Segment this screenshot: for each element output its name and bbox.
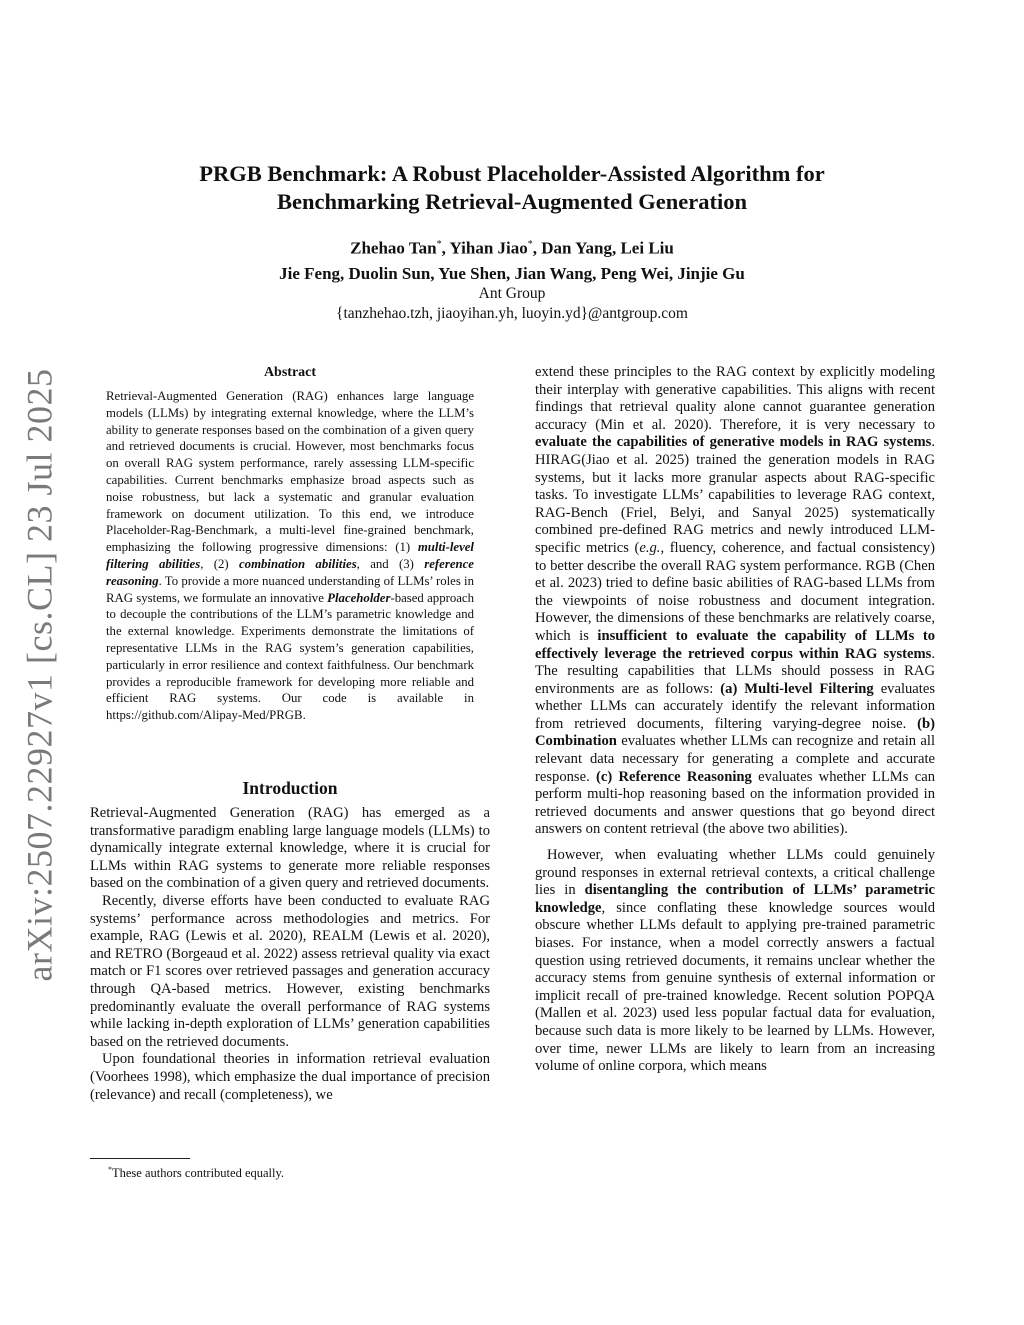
title-line-1: PRGB Benchmark: A Robust Placeholder-Assisted Algorithm for (199, 161, 825, 186)
abstract-heading: Abstract (263, 365, 317, 380)
author-name: Yihan Jiao (449, 238, 528, 258)
authors-line-1: Zhehao Tan*, Yihan Jiao*, Dan Yang, Lei Liu (350, 238, 674, 258)
author-name: Dan Yang (541, 238, 612, 258)
body-text: . HIRAG(Jiao et al. 2025) trained the generation models in RAG systems, but it lacks more granular aspects about RAG-specific tasks. To investigate LLMs’ capabilities to leverage RAG context, RAG-Bench (Friel, Belyi, and Sanyal 2025) systematically combined pre-defined RAG metrics and newly introduced LLM-specific metrics ( (535, 434, 935, 556)
body-bold: (b) Combination (535, 715, 935, 750)
body-text: evaluates whether LLMs can perform multi-hop reasoning based on the information provided in retrieved documents and answer questions that go beyond direct answers on content retrieval (the above two abilities). (535, 768, 936, 838)
equal-contribution-mark: * (527, 239, 533, 250)
abstract-text: , and (3) (356, 556, 425, 571)
footnote (108, 1162, 488, 1181)
abstract-text: Retrieval-Augmented Generation (RAG) enhances large language models (LLMs) by integrating external knowledge, where the LLM’s ability to generate responses based on the combination of a given query and retrieved documents is crucial. However, most benchmarks focus on overall RAG system performance, rarely assessing LLM-specific capabilities. Current benchmarks emphasize broad aspects such as noise robustness, but lack a systematic and granular evaluation framework on document utilization. To this end, we introduce Placeholder-Rag-Benchmark, a multi-level fine-grained benchmark, emphasizing the following progressive dimensions: (1) (106, 389, 474, 555)
body-paragraph (535, 847, 935, 1076)
body-text: However, when evaluating whether LLMs could genuinely ground responses in external retrieval contexts, a critical challenge lies in (535, 847, 935, 899)
body-italic: e.g. (639, 539, 661, 556)
author-name: Zhehao Tan (350, 238, 437, 258)
paper-title (120, 160, 904, 216)
arxiv-identifier-text: arXiv:2507.22927v1 [cs.CL] 23 Jul 2025 (19, 368, 60, 982)
abstract-emphasis: Placeholder (327, 590, 391, 605)
introduction-paragraph: Recently, diverse efforts have been conducted to evaluate RAG systems’ performance across methodologies and metrics. For example, RAG (Lewis et al. 2020), REALM (Lewis et al. 2020), and RETRO (Borgeaud et al. 2022) assess retrieval quality via exact match or F1 scores over retrieved passages and generation accuracy through QA-based metrics. However, existing benchmarks predominantly evaluate the overall performance of RAG systems while lacking in-depth exploration of LLMs’ generation capabilities based on the retrieved documents. (90, 892, 490, 1050)
equal-contribution-mark: * (436, 239, 442, 250)
body-paragraph (535, 364, 935, 839)
body-bold: (a) Multi-level Filtering (720, 680, 874, 697)
affiliation: Ant Group (478, 285, 546, 302)
authors-line-2: Jie Feng, Duolin Sun, Yue Shen, Jian Wang, Peng Wei, Jinjie Gu (279, 263, 745, 283)
author-name: Lei Liu (620, 238, 674, 258)
footnote-rule (90, 1158, 190, 1159)
abstract-emphasis: combination abilities (238, 556, 357, 571)
body-bold: evaluate the capabilities of generative models in RAG systems (535, 434, 932, 451)
body-text: , fluency, coherence, and factual consistency) to better describe the overall RAG system performance. RGB (Chen et al. 2023) tried to define basic abilities of RAG-based LLMs from the viewpoints of noise robustness and document integration. However, the dimensions of these benchmarks are relatively coarse, which is (535, 539, 935, 644)
title-line-2: Benchmarking Retrieval-Augmented Generation (277, 189, 747, 214)
right-column-body (535, 364, 935, 1076)
abstract-text: , (2) (200, 556, 239, 571)
footnote-mark: * (108, 1165, 112, 1174)
body-text: . The resulting capabilities that LLMs should possess in RAG environments are as follows: (535, 645, 935, 697)
body-text: evaluates whether LLMs can accurately identify the relevant information from retrieved documents, filtering varying-degree noise. (535, 680, 936, 732)
body-text: extend these principles to the RAG context by explicitly modeling their interplay with generative capabilities. This aligns with recent findings that retrieval quality alone cannot guarantee generation accuracy (Min et al. 2020). Therefore, it is very necessary to (535, 364, 935, 433)
body-bold: insufficient to evaluate the capability of LLMs to effectively leverage the retrieved corpus within RAG systems (535, 627, 935, 662)
author-list (120, 232, 904, 286)
author-emails: {tanzhehao.tzh, jiaoyihan.yh, luoyin.yd}@antgroup.com (336, 305, 688, 322)
arxiv-identifier-sidebar (8, 368, 70, 982)
abstract-emphasis: reference reasoning (106, 556, 474, 588)
introduction-body (90, 805, 490, 1104)
body-text: evaluates whether LLMs can recognize and retain all relevant data necessary for generating a complete and accurate response. (535, 733, 935, 785)
introduction-paragraph: Retrieval-Augmented Generation (RAG) has emerged as a transformative paradigm enabling large language models (LLMs) to dynamically integrate external knowledge, where it is crucial for LLMs within RAG systems to generate more reliable responses based on the combination of a given query and retrieved documents. (90, 805, 490, 892)
abstract-emphasis: multi-level filtering abilities (106, 540, 474, 571)
footnote-text: These authors contributed equally. (112, 1166, 285, 1181)
body-text: , since conflating these knowledge sources would obscure whether LLMs default to applying pre-trained parametric biases. For instance, when a model correctly answers a factual question using retrieved documents, it remains unclear whether the accuracy stems from genuine synthesis of external information or implicit recall of pre-trained knowledge. Recent solution POPQA (Mallen et al. 2023) used less popular factual data for evaluation, because such data is more likely to be learned by LLMs. However, over time, newer LLMs are likely to learn from an increasing volume of online corpora, which means (535, 899, 935, 1075)
abstract-text: . To provide a more nuanced understanding of LLMs’ roles in RAG systems, we formulate an innovative (106, 573, 474, 605)
abstract-text: -based approach to decouple the contributions of the LLM’s parametric knowledge and the external knowledge. Experiments demonstrate the limitations of representative LLMs in the RAG system’s generation capabilities, particularly in error resilience and context faithfulness. Our benchmark provides a reproducible framework for developing more reliable and efficient RAG systems. Our code is available in https://github.com/Alipay-Med/PRGB. (106, 590, 475, 723)
affiliation-block (120, 284, 904, 324)
body-bold: disentangling the contribution of LLMs’ parametric knowledge (535, 882, 935, 916)
introduction-heading: Introduction (242, 778, 338, 798)
introduction-paragraph: Upon foundational theories in information retrieval evaluation (Voorhees 1998), which emphasize the dual importance of precision (relevance) and recall (completeness), we (90, 1051, 490, 1103)
abstract-body (106, 388, 474, 724)
body-bold: (c) Reference Reasoning (596, 768, 752, 785)
